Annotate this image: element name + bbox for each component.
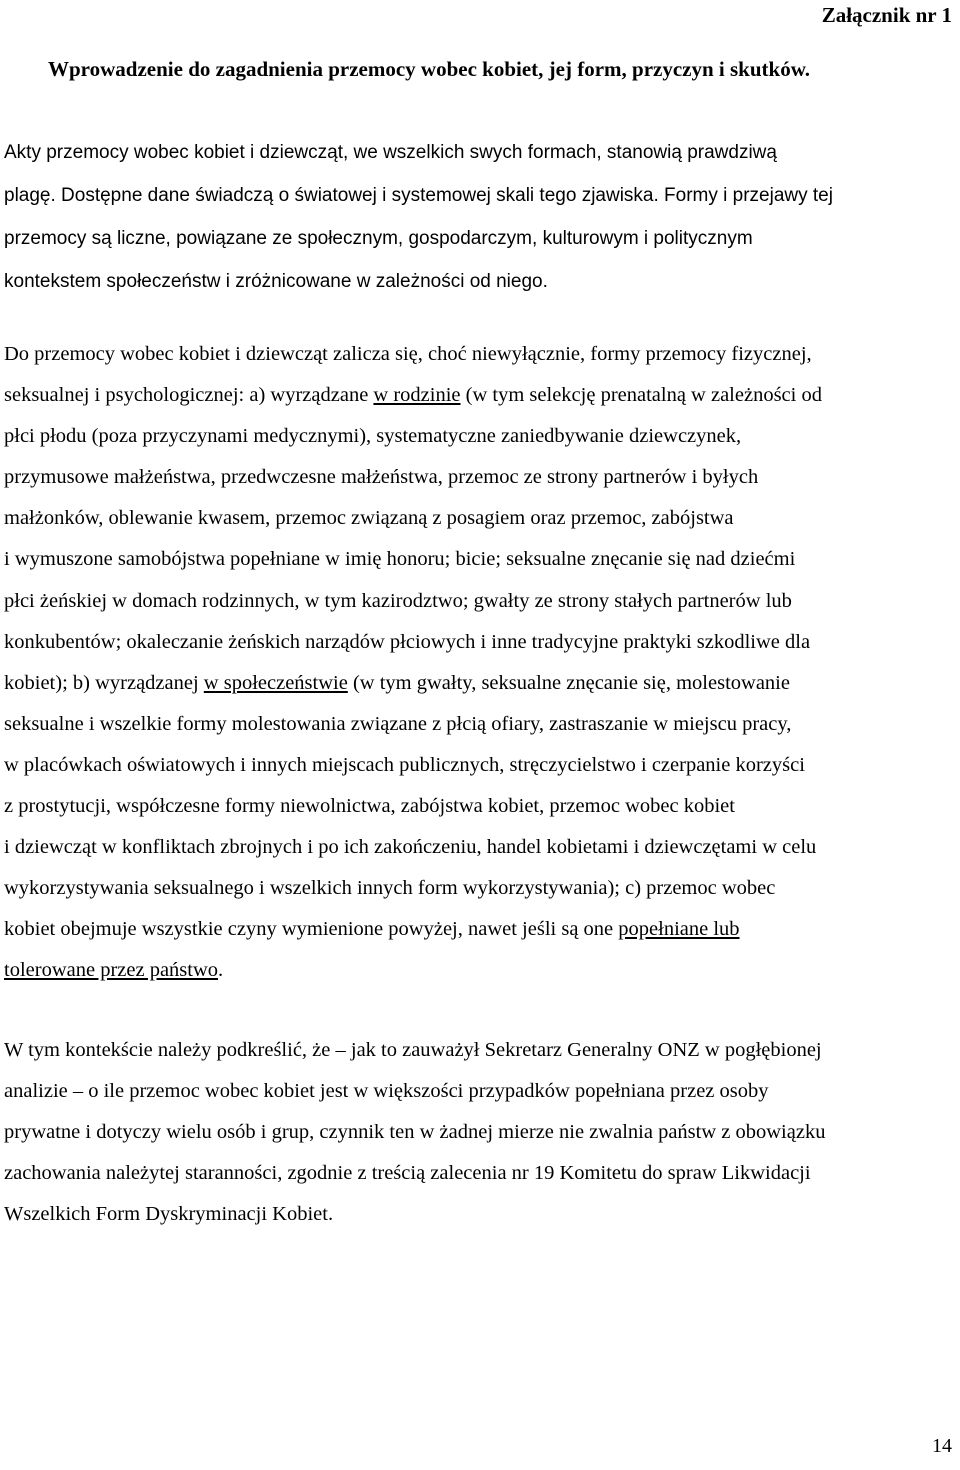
paragraph-forms-of-violence (4, 334, 956, 992)
paragraph-line (4, 663, 956, 704)
text-segment: kobiet); b) wyrządzanej (4, 671, 204, 694)
paragraph-line (4, 909, 956, 950)
text-segment: . (218, 959, 224, 982)
paragraph-line: i wymuszone samobójstwa popełniane w imię honoru; bicie; seksualne znęcanie się nad dziećmi (4, 548, 796, 571)
underlined-term-tolerated-by-state: tolerowane przez państwo (4, 959, 219, 982)
paragraph-line: seksualne i wszelkie formy molestowania związane z płcią ofiary, zastraszanie w miejscu pracy, (4, 712, 792, 735)
paragraph-line: przymusowe małżeństwa, przedwczesne małżeństwa, przemoc ze strony partnerów i byłych (4, 466, 759, 489)
paragraph-line: płci płodu (poza przyczynami medycznymi), systematyczne zaniedbywanie dziewczynek, (4, 425, 742, 448)
paragraph-line (4, 375, 956, 416)
paragraph-line: plagę. Dostępne dane świadczą o światowej i systemowej skali tego zjawiska. Formy i przejawy tej (4, 185, 833, 206)
paragraph-line: płci żeńskiej w domach rodzinnych, w tym kazirodztwo; gwałty ze strony stałych partnerów lub (4, 589, 792, 612)
underlined-term-in-family: w rodzinie (373, 384, 461, 407)
paragraph-line: Do przemocy wobec kobiet i dziewcząt zalicza się, choć niewyłącznie, formy przemocy fizycznej, (4, 343, 812, 365)
text-segment: kobiet obejmuje wszystkie czyny wymienione powyżej, nawet jeśli są one (4, 918, 619, 941)
text-segment: (w tym gwałty, seksualne znęcanie się, molestowanie (347, 671, 790, 694)
paragraph-line: konkubentów; okaleczanie żeńskich narządów płciowych i inne tradycyjne praktyki szkodliwe dla (4, 630, 811, 653)
paragraph-line: analizie – o ile przemoc wobec kobiet jest w większości przypadków popełniana przez osoby (4, 1080, 769, 1103)
paragraph-line: prywatne i dotyczy wielu osób i grup, czynnik ten w żadnej mierze nie zwalnia państw z obowiązku (4, 1121, 826, 1144)
annex-label: Załącznik nr 1 (821, 3, 952, 27)
paragraph-line: Wszelkich Form Dyskryminacji Kobiet. (4, 1203, 334, 1226)
paragraph-line: W tym kontekście należy podkreślić, że – jak to zauważył Sekretarz Generalny ONZ w pogłębionej (4, 1039, 822, 1061)
paragraph-line (4, 950, 956, 991)
paragraph-line: i dziewcząt w konfliktach zbrojnych i po ich zakończeniu, handel kobietami i dziewczętami w celu (4, 836, 817, 859)
paragraph-line: przemocy są liczne, powiązane ze społecznym, gospodarczym, kulturowym i politycznym (4, 228, 753, 249)
paragraph-intro (4, 131, 956, 303)
underlined-term-in-society: w społeczeństwie (203, 671, 348, 694)
paragraph-line: wykorzystywania seksualnego i wszelkich innych form wykorzystywania); c) przemoc wobec (4, 877, 776, 900)
text-segment: seksualnej i psychologicznej: a) wyrządzane (4, 384, 374, 407)
page-number: 14 (932, 1435, 952, 1457)
underlined-term-committed: popełniane lub (618, 918, 740, 941)
paragraph-line: zachowania należytej staranności, zgodnie z treścią zalecenia nr 19 Komitetu do spraw Likwidacji (4, 1162, 811, 1185)
paragraph-line: małżonków, oblewanie kwasem, przemoc związaną z posagiem oraz przemoc, zabójstwa (4, 507, 734, 530)
paragraph-un-context (4, 1030, 956, 1235)
text-segment: (w tym selekcję prenatalną w zależności od (460, 384, 822, 407)
document-heading: Wprowadzenie do zagadnienia przemocy wobec kobiet, jej form, przyczyn i skutków. (48, 57, 810, 81)
paragraph-line: z prostytucji, współczesne formy niewolnictwa, zabójstwa kobiet, przemoc wobec kobiet (4, 795, 735, 818)
paragraph-line: Akty przemocy wobec kobiet i dziewcząt, we wszelkich swych formach, stanowią prawdziwą (4, 142, 777, 163)
paragraph-line: w placówkach oświatowych i innych miejscach publicznych, stręczycielstwo i czerpanie korzyści (4, 753, 805, 776)
paragraph-line: kontekstem społeczeństw i zróżnicowane w zależności od niego. (4, 271, 548, 292)
